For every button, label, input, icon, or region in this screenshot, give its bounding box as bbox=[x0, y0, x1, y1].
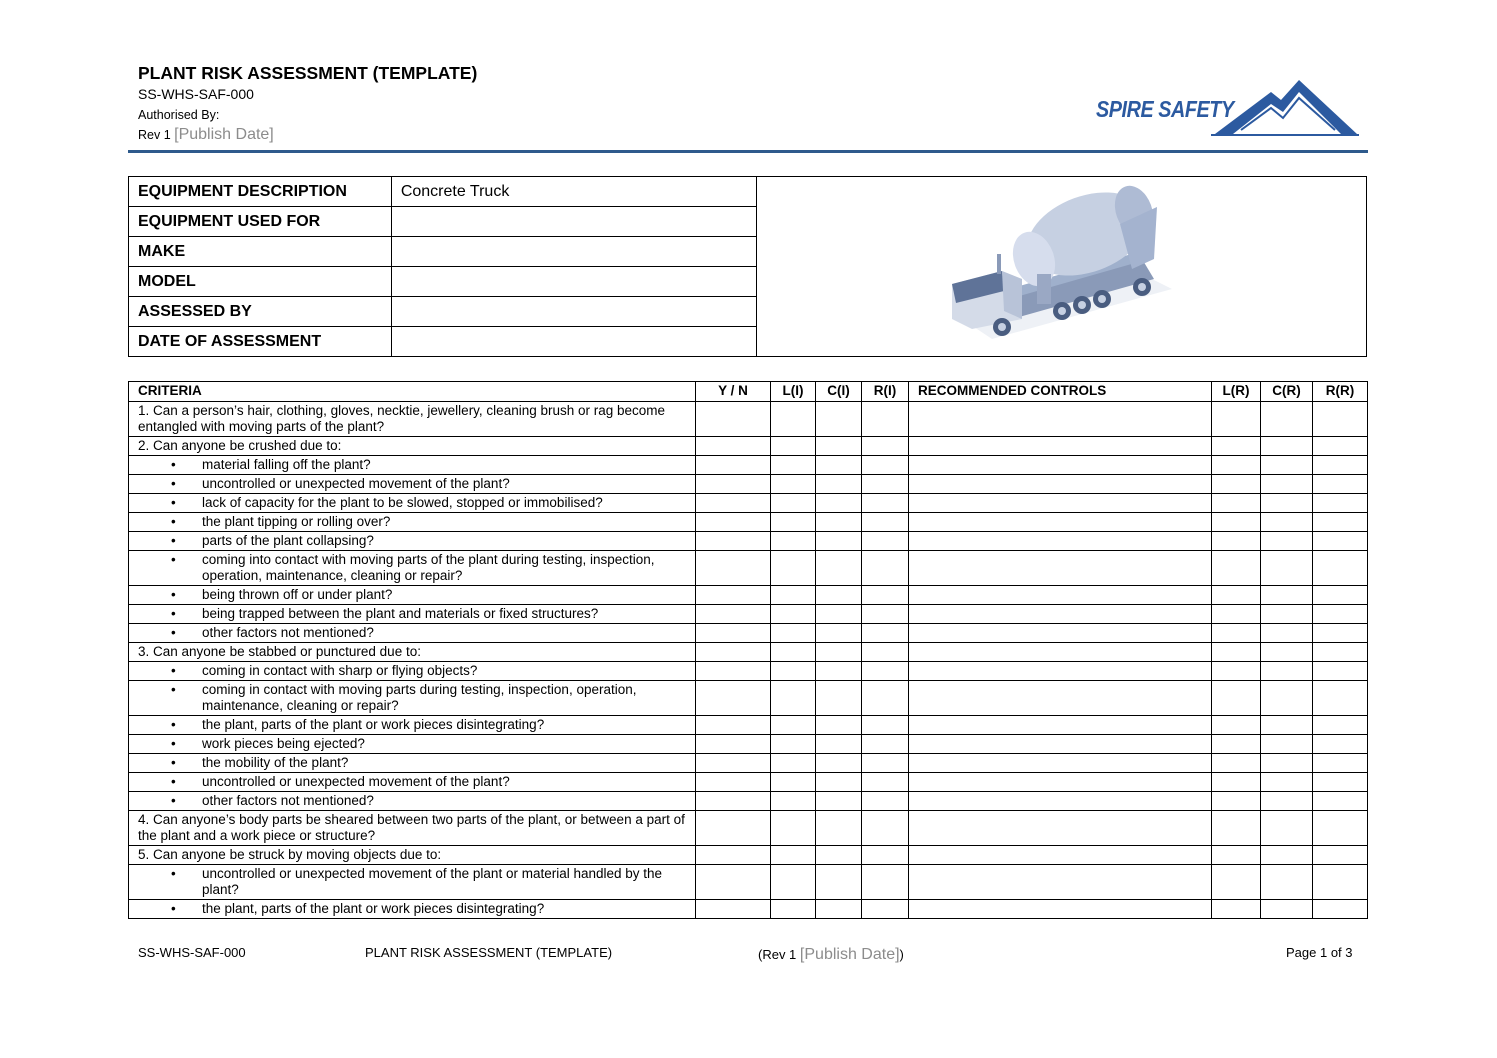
yes-no-cell[interactable] bbox=[696, 773, 771, 792]
risk-initial-cell[interactable] bbox=[862, 513, 909, 532]
consequence-residual-cell[interactable] bbox=[1261, 513, 1313, 532]
likelihood-initial-header: L(I) bbox=[771, 382, 816, 402]
yes-no-cell[interactable] bbox=[696, 532, 771, 551]
likelihood-initial-cell[interactable] bbox=[771, 605, 816, 624]
table-row bbox=[129, 662, 1368, 681]
table-row bbox=[129, 735, 1368, 754]
likelihood-residual-cell[interactable] bbox=[1212, 513, 1261, 532]
criteria-bullet-item: • the plant tipping or rolling over? bbox=[129, 513, 696, 532]
risk-residual-cell[interactable] bbox=[1313, 402, 1368, 437]
risk-initial-cell[interactable] bbox=[862, 586, 909, 605]
risk-initial-cell[interactable] bbox=[862, 865, 909, 900]
consequence-initial-cell[interactable] bbox=[816, 735, 862, 754]
consequence-residual-cell[interactable] bbox=[1261, 773, 1313, 792]
risk-initial-cell[interactable] bbox=[862, 754, 909, 773]
consequence-residual-cell[interactable] bbox=[1261, 865, 1313, 900]
recommended-controls-cell[interactable] bbox=[909, 551, 1212, 586]
recommended-controls-cell[interactable] bbox=[909, 402, 1212, 437]
risk-residual-cell[interactable] bbox=[1313, 437, 1368, 456]
consequence-residual-cell[interactable] bbox=[1261, 605, 1313, 624]
likelihood-residual-cell[interactable] bbox=[1212, 551, 1261, 586]
table-row bbox=[129, 865, 1368, 900]
recommended-controls-cell[interactable] bbox=[909, 716, 1212, 735]
yes-no-cell[interactable] bbox=[696, 494, 771, 513]
risk-residual-cell[interactable] bbox=[1313, 811, 1368, 846]
consequence-residual-cell[interactable] bbox=[1261, 643, 1313, 662]
table-row bbox=[129, 586, 1368, 605]
likelihood-residual-cell[interactable] bbox=[1212, 437, 1261, 456]
yes-no-cell[interactable] bbox=[696, 792, 771, 811]
yes-no-cell[interactable] bbox=[696, 456, 771, 475]
yes-no-cell[interactable] bbox=[696, 437, 771, 456]
table-row bbox=[129, 513, 1368, 532]
likelihood-residual-cell[interactable] bbox=[1212, 792, 1261, 811]
criteria-bullet-item: • lack of capacity for the plant to be slowed, stopped or immobilised? bbox=[129, 494, 696, 513]
risk-initial-cell[interactable] bbox=[862, 532, 909, 551]
criteria-header: CRITERIA bbox=[129, 382, 696, 402]
likelihood-residual-cell[interactable] bbox=[1212, 716, 1261, 735]
recommended-controls-cell[interactable] bbox=[909, 437, 1212, 456]
likelihood-residual-cell[interactable] bbox=[1212, 643, 1261, 662]
recommended-controls-cell[interactable] bbox=[909, 532, 1212, 551]
consequence-initial-cell[interactable] bbox=[816, 846, 862, 865]
table-row bbox=[129, 792, 1368, 811]
yes-no-header: Y / N bbox=[696, 382, 771, 402]
recommended-controls-cell[interactable] bbox=[909, 643, 1212, 662]
criteria-bullet-item: • other factors not mentioned? bbox=[129, 792, 696, 811]
logo-text: SPIRE SAFETY bbox=[1096, 96, 1234, 122]
risk-initial-cell[interactable] bbox=[862, 624, 909, 643]
consequence-residual-cell[interactable] bbox=[1261, 735, 1313, 754]
risk-residual-cell[interactable] bbox=[1313, 716, 1368, 735]
criteria-question: 1. Can a person’s hair, clothing, gloves, necktie, jewellery, cleaning brush or rag become entangled with moving parts of the plant? bbox=[129, 402, 696, 437]
criteria-question: 4. Can anyone’s body parts be sheared between two parts of the plant, or between a part of the plant and a work piece or structure? bbox=[129, 811, 696, 846]
risk-residual-cell[interactable] bbox=[1313, 456, 1368, 475]
likelihood-residual-cell[interactable] bbox=[1212, 624, 1261, 643]
equipment-value[interactable] bbox=[391, 327, 757, 357]
criteria-bullet-item: • coming in contact with sharp or flying objects? bbox=[129, 662, 696, 681]
yes-no-cell[interactable] bbox=[696, 643, 771, 662]
table-row bbox=[129, 643, 1368, 662]
table-row bbox=[129, 456, 1368, 475]
risk-residual-cell[interactable] bbox=[1313, 754, 1368, 773]
risk-initial-cell[interactable] bbox=[862, 494, 909, 513]
risk-residual-cell[interactable] bbox=[1313, 624, 1368, 643]
consequence-residual-header: C(R) bbox=[1261, 382, 1313, 402]
consequence-residual-cell[interactable] bbox=[1261, 792, 1313, 811]
likelihood-residual-cell[interactable] bbox=[1212, 475, 1261, 494]
risk-residual-cell[interactable] bbox=[1313, 532, 1368, 551]
likelihood-residual-cell[interactable] bbox=[1212, 773, 1261, 792]
table-row bbox=[129, 532, 1368, 551]
yes-no-cell[interactable] bbox=[696, 681, 771, 716]
page-number: Page 1 of 3 bbox=[1286, 945, 1353, 960]
yes-no-cell[interactable] bbox=[696, 513, 771, 532]
likelihood-initial-cell[interactable] bbox=[771, 811, 816, 846]
criteria-bullet-item: • other factors not mentioned? bbox=[129, 624, 696, 643]
equipment-label: ASSESSED BY bbox=[129, 297, 392, 327]
consequence-residual-cell[interactable] bbox=[1261, 532, 1313, 551]
likelihood-initial-cell[interactable] bbox=[771, 624, 816, 643]
recommended-controls-cell[interactable] bbox=[909, 513, 1212, 532]
likelihood-initial-cell[interactable] bbox=[771, 456, 816, 475]
criteria-question: 2. Can anyone be crushed due to: bbox=[129, 437, 696, 456]
table-row bbox=[129, 716, 1368, 735]
consequence-residual-cell[interactable] bbox=[1261, 662, 1313, 681]
footer-revision bbox=[758, 946, 904, 964]
yes-no-cell[interactable] bbox=[696, 754, 771, 773]
risk-residual-cell[interactable] bbox=[1313, 681, 1368, 716]
recommended-controls-cell[interactable] bbox=[909, 662, 1212, 681]
equipment-value[interactable] bbox=[391, 267, 757, 297]
consequence-residual-cell[interactable] bbox=[1261, 811, 1313, 846]
risk-initial-cell[interactable] bbox=[862, 735, 909, 754]
criteria-bullet-item: • uncontrolled or unexpected movement of the plant? bbox=[129, 475, 696, 494]
criteria-bullet-item: • uncontrolled or unexpected movement of the plant? bbox=[129, 773, 696, 792]
consequence-residual-cell[interactable] bbox=[1261, 754, 1313, 773]
likelihood-residual-cell[interactable] bbox=[1212, 494, 1261, 513]
consequence-residual-cell[interactable] bbox=[1261, 456, 1313, 475]
consequence-residual-cell[interactable] bbox=[1261, 475, 1313, 494]
risk-residual-cell[interactable] bbox=[1313, 773, 1368, 792]
yes-no-cell[interactable] bbox=[696, 402, 771, 437]
consequence-initial-cell[interactable] bbox=[816, 681, 862, 716]
table-row bbox=[129, 475, 1368, 494]
recommended-controls-cell[interactable] bbox=[909, 900, 1212, 919]
yes-no-cell[interactable] bbox=[696, 735, 771, 754]
consequence-residual-cell[interactable] bbox=[1261, 437, 1313, 456]
consequence-initial-cell[interactable] bbox=[816, 605, 862, 624]
equipment-label: MODEL bbox=[129, 267, 392, 297]
likelihood-initial-cell[interactable] bbox=[771, 586, 816, 605]
consequence-initial-cell[interactable] bbox=[816, 402, 862, 437]
criteria-bullet-item: • uncontrolled or unexpected movement of the plant or material handled by the plant? bbox=[129, 865, 696, 900]
yes-no-cell[interactable] bbox=[696, 662, 771, 681]
table-row bbox=[129, 773, 1368, 792]
table-row bbox=[129, 402, 1368, 437]
equipment-info-table bbox=[128, 176, 1367, 357]
yes-no-cell[interactable] bbox=[696, 586, 771, 605]
risk-residual-header: R(R) bbox=[1313, 382, 1368, 402]
document-code: SS-WHS-SAF-000 bbox=[138, 86, 254, 102]
footer-code: SS-WHS-SAF-000 bbox=[138, 945, 246, 960]
recommended-controls-cell[interactable] bbox=[909, 586, 1212, 605]
likelihood-initial-cell[interactable] bbox=[771, 846, 816, 865]
criteria-bullet-item: • coming in contact with moving parts during testing, inspection, operation, maintenance, cleaning or repair? bbox=[129, 681, 696, 716]
consequence-residual-cell[interactable] bbox=[1261, 494, 1313, 513]
criteria-bullet-item: • coming into contact with moving parts of the plant during testing, inspection, operation, maintenance, cleaning or repair? bbox=[129, 551, 696, 586]
risk-residual-cell[interactable] bbox=[1313, 735, 1368, 754]
document-title: PLANT RISK ASSESSMENT (TEMPLATE) bbox=[138, 63, 478, 83]
table-row bbox=[129, 551, 1368, 586]
consequence-initial-cell[interactable] bbox=[816, 773, 862, 792]
consequence-initial-cell[interactable] bbox=[816, 494, 862, 513]
equipment-value[interactable] bbox=[391, 207, 757, 237]
spire-safety-logo bbox=[1093, 78, 1363, 140]
likelihood-residual-cell[interactable] bbox=[1212, 402, 1261, 437]
consequence-residual-cell[interactable] bbox=[1261, 551, 1313, 586]
criteria-bullet-item: • the mobility of the plant? bbox=[129, 754, 696, 773]
consequence-initial-cell[interactable] bbox=[816, 792, 862, 811]
risk-initial-cell[interactable] bbox=[862, 773, 909, 792]
consequence-initial-cell[interactable] bbox=[816, 662, 862, 681]
footer-rev-open: (Rev 1 bbox=[758, 947, 797, 962]
risk-residual-cell[interactable] bbox=[1313, 605, 1368, 624]
table-row bbox=[129, 811, 1368, 846]
table-row bbox=[129, 624, 1368, 643]
likelihood-initial-cell[interactable] bbox=[771, 532, 816, 551]
consequence-residual-cell[interactable] bbox=[1261, 402, 1313, 437]
risk-initial-cell[interactable] bbox=[862, 437, 909, 456]
likelihood-initial-cell[interactable] bbox=[771, 437, 816, 456]
risk-initial-cell[interactable] bbox=[862, 605, 909, 624]
consequence-initial-header: C(I) bbox=[816, 382, 862, 402]
risk-initial-cell[interactable] bbox=[862, 900, 909, 919]
risk-residual-cell[interactable] bbox=[1313, 643, 1368, 662]
recommended-controls-cell[interactable] bbox=[909, 865, 1212, 900]
consequence-initial-cell[interactable] bbox=[816, 456, 862, 475]
consequence-initial-cell[interactable] bbox=[816, 865, 862, 900]
authorised-by: Authorised By: bbox=[138, 108, 220, 122]
consequence-initial-cell[interactable] bbox=[816, 437, 862, 456]
recommended-controls-cell[interactable] bbox=[909, 681, 1212, 716]
likelihood-initial-cell[interactable] bbox=[771, 865, 816, 900]
likelihood-initial-cell[interactable] bbox=[771, 754, 816, 773]
recommended-controls-cell[interactable] bbox=[909, 811, 1212, 846]
equipment-label: MAKE bbox=[129, 237, 392, 267]
likelihood-initial-cell[interactable] bbox=[771, 681, 816, 716]
risk-initial-cell[interactable] bbox=[862, 551, 909, 586]
likelihood-initial-cell[interactable] bbox=[771, 643, 816, 662]
likelihood-residual-cell[interactable] bbox=[1212, 900, 1261, 919]
footer-title: PLANT RISK ASSESSMENT (TEMPLATE) bbox=[365, 945, 613, 960]
risk-initial-cell[interactable] bbox=[862, 402, 909, 437]
risk-residual-cell[interactable] bbox=[1313, 586, 1368, 605]
risk-initial-cell[interactable] bbox=[862, 792, 909, 811]
yes-no-cell[interactable] bbox=[696, 605, 771, 624]
yes-no-cell[interactable] bbox=[696, 716, 771, 735]
recommended-controls-cell[interactable] bbox=[909, 624, 1212, 643]
risk-initial-cell[interactable] bbox=[862, 456, 909, 475]
yes-no-cell[interactable] bbox=[696, 811, 771, 846]
yes-no-cell[interactable] bbox=[696, 900, 771, 919]
consequence-initial-cell[interactable] bbox=[816, 624, 862, 643]
publish-date-placeholder: [Publish Date] bbox=[174, 126, 274, 143]
recommended-controls-cell[interactable] bbox=[909, 735, 1212, 754]
likelihood-initial-cell[interactable] bbox=[771, 494, 816, 513]
likelihood-residual-cell[interactable] bbox=[1212, 754, 1261, 773]
consequence-residual-cell[interactable] bbox=[1261, 624, 1313, 643]
consequence-initial-cell[interactable] bbox=[816, 586, 862, 605]
likelihood-residual-cell[interactable] bbox=[1212, 811, 1261, 846]
criteria-question: 5. Can anyone be struck by moving objects due to: bbox=[129, 846, 696, 865]
footer-publish-date: [Publish Date] bbox=[799, 946, 900, 963]
likelihood-residual-cell[interactable] bbox=[1212, 662, 1261, 681]
table-row bbox=[129, 681, 1368, 716]
consequence-initial-cell[interactable] bbox=[816, 532, 862, 551]
likelihood-residual-cell[interactable] bbox=[1212, 456, 1261, 475]
risk-initial-cell[interactable] bbox=[862, 643, 909, 662]
yes-no-cell[interactable] bbox=[696, 865, 771, 900]
criteria-question: 3. Can anyone be stabbed or punctured due to: bbox=[129, 643, 696, 662]
equipment-value[interactable] bbox=[391, 297, 757, 327]
table-row bbox=[129, 846, 1368, 865]
risk-residual-cell[interactable] bbox=[1313, 846, 1368, 865]
equipment-value[interactable] bbox=[391, 237, 757, 267]
footer-rev-close: ) bbox=[899, 947, 904, 962]
recommended-controls-cell[interactable] bbox=[909, 754, 1212, 773]
likelihood-initial-cell[interactable] bbox=[771, 402, 816, 437]
likelihood-initial-cell[interactable] bbox=[771, 900, 816, 919]
risk-initial-header: R(I) bbox=[862, 382, 909, 402]
risk-initial-cell[interactable] bbox=[862, 716, 909, 735]
risk-residual-cell[interactable] bbox=[1313, 900, 1368, 919]
risk-residual-cell[interactable] bbox=[1313, 551, 1368, 586]
consequence-initial-cell[interactable] bbox=[816, 811, 862, 846]
recommended-controls-cell[interactable] bbox=[909, 792, 1212, 811]
criteria-bullet-item: • material falling off the plant? bbox=[129, 456, 696, 475]
equipment-label: DATE OF ASSESSMENT bbox=[129, 327, 392, 357]
likelihood-initial-cell[interactable] bbox=[771, 662, 816, 681]
likelihood-residual-cell[interactable] bbox=[1212, 532, 1261, 551]
risk-initial-cell[interactable] bbox=[862, 811, 909, 846]
yes-no-cell[interactable] bbox=[696, 846, 771, 865]
consequence-initial-cell[interactable] bbox=[816, 551, 862, 586]
recommended-controls-header: RECOMMENDED CONTROLS bbox=[909, 382, 1212, 402]
risk-initial-cell[interactable] bbox=[862, 681, 909, 716]
consequence-initial-cell[interactable] bbox=[816, 475, 862, 494]
consequence-initial-cell[interactable] bbox=[816, 716, 862, 735]
consequence-initial-cell[interactable] bbox=[816, 643, 862, 662]
likelihood-initial-cell[interactable] bbox=[771, 773, 816, 792]
recommended-controls-cell[interactable] bbox=[909, 475, 1212, 494]
consequence-initial-cell[interactable] bbox=[816, 754, 862, 773]
risk-residual-cell[interactable] bbox=[1313, 662, 1368, 681]
risk-initial-cell[interactable] bbox=[862, 846, 909, 865]
criteria-bullet-item: • parts of the plant collapsing? bbox=[129, 532, 696, 551]
revision-line bbox=[138, 126, 274, 144]
consequence-initial-cell[interactable] bbox=[816, 513, 862, 532]
recommended-controls-cell[interactable] bbox=[909, 846, 1212, 865]
revision-number: Rev 1 bbox=[138, 128, 171, 142]
likelihood-residual-cell[interactable] bbox=[1212, 681, 1261, 716]
criteria-bullet-item: • the plant, parts of the plant or work pieces disintegrating? bbox=[129, 716, 696, 735]
likelihood-residual-cell[interactable] bbox=[1212, 586, 1261, 605]
risk-initial-cell[interactable] bbox=[862, 475, 909, 494]
mountain-icon bbox=[1211, 78, 1361, 138]
table-row bbox=[129, 605, 1368, 624]
table-row bbox=[129, 494, 1368, 513]
header-divider bbox=[128, 150, 1368, 153]
equipment-label: EQUIPMENT DESCRIPTION bbox=[129, 177, 392, 207]
risk-residual-cell[interactable] bbox=[1313, 792, 1368, 811]
risk-residual-cell[interactable] bbox=[1313, 475, 1368, 494]
recommended-controls-cell[interactable] bbox=[909, 773, 1212, 792]
likelihood-residual-cell[interactable] bbox=[1212, 735, 1261, 754]
yes-no-cell[interactable] bbox=[696, 475, 771, 494]
consequence-residual-cell[interactable] bbox=[1261, 586, 1313, 605]
criteria-table bbox=[128, 381, 1368, 919]
table-row bbox=[129, 754, 1368, 773]
risk-residual-cell[interactable] bbox=[1313, 865, 1368, 900]
consequence-residual-cell[interactable] bbox=[1261, 681, 1313, 716]
likelihood-residual-header: L(R) bbox=[1212, 382, 1261, 402]
likelihood-initial-cell[interactable] bbox=[771, 475, 816, 494]
concrete-truck-icon bbox=[942, 179, 1182, 349]
consequence-residual-cell[interactable] bbox=[1261, 900, 1313, 919]
likelihood-initial-cell[interactable] bbox=[771, 735, 816, 754]
yes-no-cell[interactable] bbox=[696, 624, 771, 643]
likelihood-residual-cell[interactable] bbox=[1212, 846, 1261, 865]
likelihood-initial-cell[interactable] bbox=[771, 513, 816, 532]
equipment-value[interactable]: Concrete Truck bbox=[391, 177, 757, 207]
risk-residual-cell[interactable] bbox=[1313, 513, 1368, 532]
criteria-bullet-item: • work pieces being ejected? bbox=[129, 735, 696, 754]
risk-initial-cell[interactable] bbox=[862, 662, 909, 681]
recommended-controls-cell[interactable] bbox=[909, 456, 1212, 475]
criteria-bullet-item: • being trapped between the plant and materials or fixed structures? bbox=[129, 605, 696, 624]
likelihood-residual-cell[interactable] bbox=[1212, 605, 1261, 624]
likelihood-residual-cell[interactable] bbox=[1212, 865, 1261, 900]
likelihood-initial-cell[interactable] bbox=[771, 716, 816, 735]
risk-residual-cell[interactable] bbox=[1313, 494, 1368, 513]
table-row bbox=[129, 437, 1368, 456]
criteria-bullet-item: • the plant, parts of the plant or work pieces disintegrating? bbox=[129, 900, 696, 919]
consequence-residual-cell[interactable] bbox=[1261, 846, 1313, 865]
recommended-controls-cell[interactable] bbox=[909, 605, 1212, 624]
yes-no-cell[interactable] bbox=[696, 551, 771, 586]
likelihood-initial-cell[interactable] bbox=[771, 551, 816, 586]
likelihood-initial-cell[interactable] bbox=[771, 792, 816, 811]
table-row bbox=[129, 900, 1368, 919]
consequence-residual-cell[interactable] bbox=[1261, 716, 1313, 735]
consequence-initial-cell[interactable] bbox=[816, 900, 862, 919]
criteria-bullet-item: • being thrown off or under plant? bbox=[129, 586, 696, 605]
equipment-label: EQUIPMENT USED FOR bbox=[129, 207, 392, 237]
recommended-controls-cell[interactable] bbox=[909, 494, 1212, 513]
equipment-image-cell bbox=[757, 177, 1367, 357]
